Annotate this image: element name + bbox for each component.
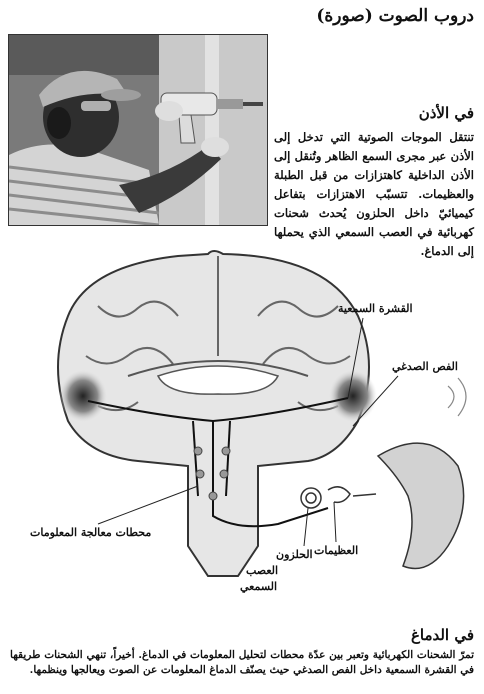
- ear-section-heading: في الأذن: [418, 104, 474, 122]
- auditory-cortex-label: القشرة السمعية: [338, 302, 413, 315]
- right-auditory-cortex: [329, 370, 377, 422]
- ear-section-text: تنتقل الموجات الصوتية التي تدخل إلى الأذن عبر مجرى السمع الظاهر وتُنقل إلى الأذن الداخلية كاهتزازات من قبل الطبلة والعظيمات. تتسبّب الاهتزازات بتفاعل كيميائيّ داخل الحلزون يُحدث شحنات كهربائية في العصب السمعي الذي يحملها إلى الدماغ.: [274, 130, 474, 258]
- auditory-nerve-label-line2: السمعي: [240, 580, 278, 593]
- brain-section-heading: في الدماغ: [410, 626, 474, 644]
- worker-drilling-photo: [8, 34, 268, 226]
- outer-ear: [378, 443, 464, 568]
- left-auditory-cortex: [59, 370, 107, 422]
- auditory-nerve-label-line1: العصب: [246, 564, 279, 577]
- inner-ear: [301, 487, 376, 508]
- ossicles-label: العظيمات: [314, 544, 359, 557]
- page-title: دروب الصوت (صورة): [316, 6, 474, 26]
- cochlea-label: الحلزون: [276, 548, 313, 561]
- auditory-pathway-diagram: [8, 246, 478, 618]
- brain-section-text: تمرّ الشحنات الكهربائية وتعبر بين عدّة محطات لتحليل المعلومات في الدماغ. أخيراً، تنهي الشحنات طريقها في القشرة السمعية داخل الفص الصدغي حيث يصنّف الدماغ المعلومات عن الصوت ويعالجها وينظمها.: [10, 649, 474, 676]
- temporal-lobe-label: الفص الصدغي: [392, 360, 458, 373]
- processing-stations-label: محطات معالجة المعلومات: [30, 526, 152, 539]
